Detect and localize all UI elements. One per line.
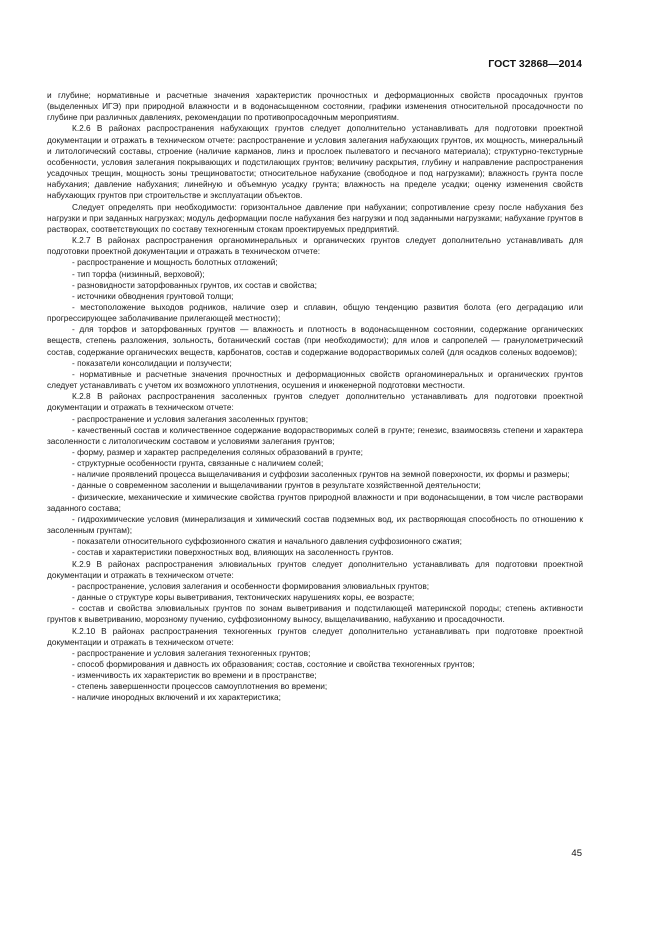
- page-number: 45: [571, 848, 582, 859]
- paragraph: К.2.6 В районах распространения набухающих грунтов следует дополнительно устанавливать для подготовки проектной документации и отражать в техническом отчете: распространение и условия залегания набухающих грунтов, их мощность, минеральный и литологический составы, строение (наличие карманов, линз и прослоек пылеватого и песчаного материала); структурно-текстурные особенности, условия залегания покрывающих и подстилающих грунтов; величину раскрытия, глубину и направление распространения усадочных трещин, мощность зоны трещиноватости; относительное набухание (свободное и под нагрузками); влажность грунта после набухания; давление набухания; линейную и объемную усадку грунта; влажность на пределе усадки; оценку изменения свойств набухающих грунтов при строительстве и эксплуатации объектов.: [47, 123, 583, 201]
- paragraph: К.2.7 В районах распространения органоминеральных и органических грунтов следует дополнительно устанавливать для подготовки проектной документации и отражать в техническом отчете:: [47, 235, 583, 257]
- paragraph: - способ формирования и давность их образования; состав, состояние и свойства техногенных грунтов;: [72, 658, 475, 669]
- paragraph: - показатели консолидации и ползучести;: [72, 357, 232, 368]
- paragraph: - распространение и мощность болотных отложений;: [72, 257, 278, 268]
- paragraph: - качественный состав и количественное содержание водорастворимых солей в грунте; генезис, взаимосвязь степени и характера засоленности с литологическим составом и условиями залегания грунтов;: [47, 424, 583, 446]
- paragraph: - тип торфа (низинный, верховой);: [72, 268, 205, 279]
- paragraph: - распространение, условия залегания и особенности формирования элювиальных грунтов;: [72, 580, 430, 591]
- paragraph: - разновидности заторфованных грунтов, их состав и свойства;: [72, 279, 317, 290]
- paragraph: и глубине; нормативные и расчетные значения характеристик прочностных и деформационных свойств просадочных грунтов (выделенных ИГЭ) при природной влажности и в водонасыщенном состоянии, графики изменения относительной просадочности по глубине при различных давлениях, рекомендации по противопросадочным мероприятиям.: [47, 90, 583, 123]
- paragraph: Следует определять при необходимости: горизонтальное давление при набухании; сопротивление срезу после набухания без нагрузки и при заданных нагрузках; модуль деформации после набухания без нагрузки и под заданными нагрузками; набухание грунтов в растворах, соответствующих по составу техногенным стокам проектируемых предприятий.: [47, 201, 583, 234]
- paragraph: - форму, размер и характер распределения соляных образований в грунте;: [72, 447, 363, 457]
- paragraph: - для торфов и заторфованных грунтов — влажность и плотность в водонасыщенном состоянии, содержание органических веществ, степень разложения, зольность, ботанический состав (при необходимости); для илов и сапропелей — гранулометрический состав, содержание органических веществ, карбонатов, состав и содержание водорастворимых солей (для осадков соленых водоемов);: [47, 324, 583, 357]
- paragraph: - показатели относительного суффозионного сжатия и начального давления суффозионного сжатия;: [72, 536, 462, 547]
- paragraph: - состав и характеристики поверхностных вод, влияющих на засоленность грунтов.: [72, 547, 394, 558]
- paragraph: К.2.9 В районах распространения элювиальных грунтов следует дополнительно устанавливать для подготовки проектной документации и отражать в техническом отчете:: [47, 558, 583, 580]
- paragraph: К.2.10 В районах распространения техногенных грунтов следует дополнительно устанавливать при подготовке проектной документации и отражать в техническом отчете:: [47, 625, 583, 647]
- paragraph: - гидрохимические условия (минерализация и химический состав подземных вод, их растворяющая способность по отношению к засоленным грунтам);: [47, 513, 583, 536]
- document-header: ГОСТ 32868—2014: [488, 58, 582, 70]
- paragraph: - изменчивость их характеристик во времени и в пространстве;: [72, 670, 317, 681]
- paragraph: - распространение и условия залегания засоленных грунтов;: [72, 413, 308, 424]
- paragraph: - наличие инородных включений и их характеристика;: [72, 692, 281, 703]
- document-body: [47, 90, 583, 704]
- paragraph: - нормативные и расчетные значения прочностных и деформационных свойств органоминеральных и органических грунтов следует устанавливать с учетом их возможного уплотнения, осушения и инженерной подготовки местности.: [47, 368, 583, 391]
- paragraph: - степень завершенности процессов самоуплотнения во времени;: [72, 681, 328, 692]
- paragraph: - наличие проявлений процесса выщелачивания и суффозии засоленных грунтов на земной поверхности, их формы и размеры;: [72, 469, 570, 480]
- paragraph: - состав и свойства элювиальных грунтов по зонам выветривания и подстилающей материнской породы; степень активности грунтов к выветриванию, морозному пучению, суффозионному выносу, выщелачиванию, набуханию и просадочности.: [47, 603, 583, 625]
- paragraph: - местоположение выходов родников, наличие озер и сплавин, общую тенденцию развития болота (его деградацию или прогрессирующее заболачивание прилегающей местности);: [47, 301, 583, 324]
- paragraph: - структурные особенности грунта, связанные с наличием солей;: [72, 458, 324, 469]
- paragraph: К.2.8 В районах распространения засоленных грунтов следует дополнительно устанавливать для подготовки проектной документации и отражать в техническом отчете:: [47, 391, 583, 413]
- paragraph: - данные о современном засолении и выщелачивании грунтов в результате хозяйственной деятельности;: [72, 480, 481, 491]
- paragraph: - данные о структуре коры выветривания, тектонических нарушениях коры, ее возрасте;: [72, 592, 415, 603]
- paragraph: - распространение и условия залегания техногенных грунтов;: [72, 647, 311, 658]
- paragraph: - физические, механические и химические свойства грунтов природной влажности и при водонасыщении, в том числе растворами заданного состава;: [47, 491, 583, 513]
- paragraph: - источники обводнения грунтовой толщи;: [72, 290, 234, 301]
